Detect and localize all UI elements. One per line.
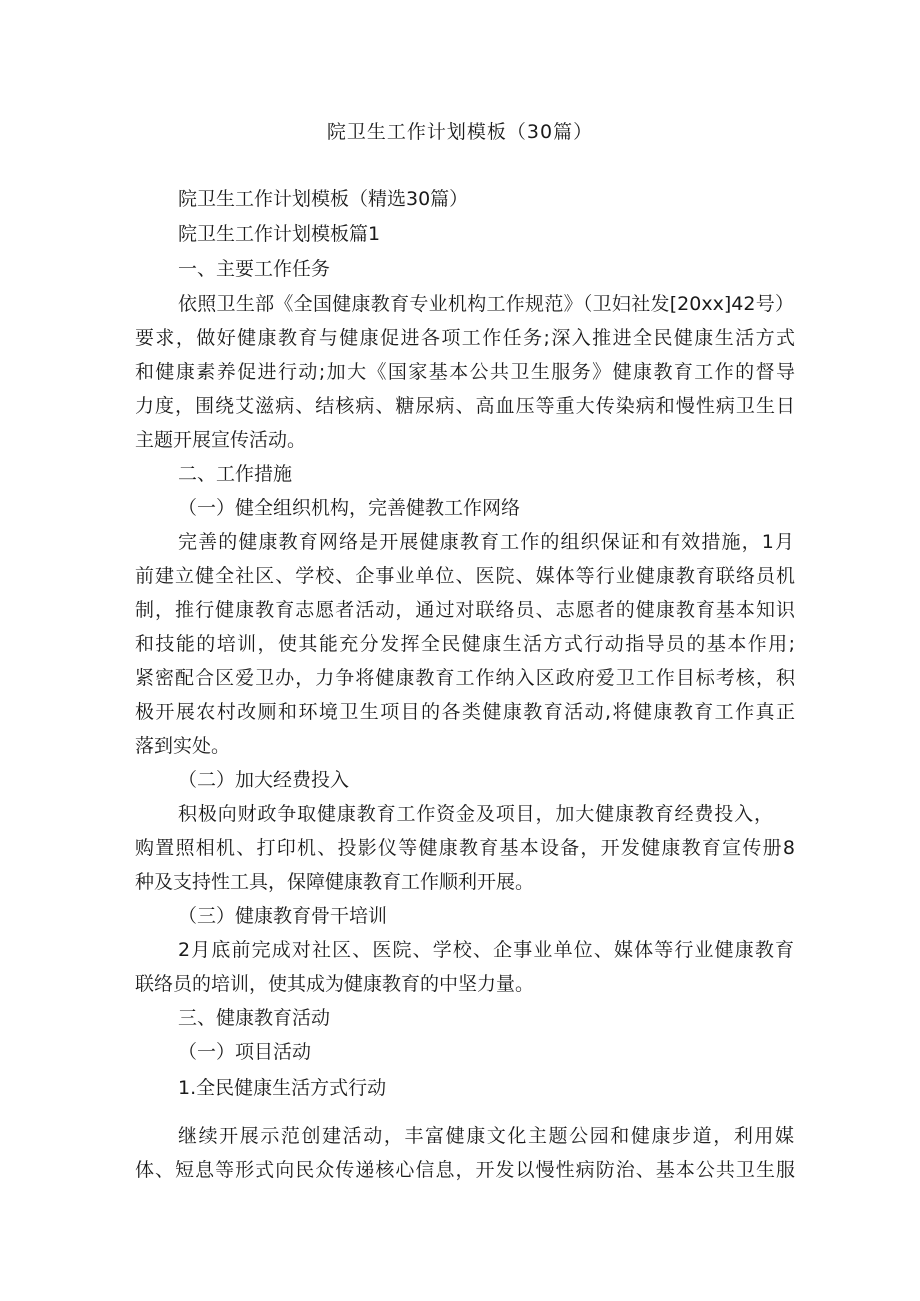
paragraph-line: 继续开展示范创建活动，丰富健康文化主题公园和健康步道，利用媒 (178, 1125, 794, 1147)
paragraph-line: 积极向财政争取健康教育工作资金及项目，加大健康教育经费投入， (178, 803, 773, 825)
paragraph-line: 制，推行健康教育志愿者活动，通过对联络员、志愿者的健康教育基本知识 (135, 599, 795, 621)
section-heading: 院卫生工作计划模板篇1 (178, 223, 381, 245)
paragraph-line: 和健康素养促进行动;加大《国家基本公共卫生服务》健康教育工作的督导 (135, 361, 795, 383)
paragraph-line: 极开展农村改厕和环境卫生项目的各类健康教育活动,将健康教育工作真正 (135, 701, 795, 723)
paragraph-line: 体、短息等形式向民众传递核心信息，开发以慢性病防治、基本公共卫生服 (135, 1159, 795, 1181)
paragraph-line: 购置照相机、打印机、投影仪等健康教育基本设备，开发健康教育宣传册8 (135, 837, 795, 859)
document-title: 院卫生工作计划模板（30篇） (326, 121, 594, 143)
item-heading: 1.全民健康生活方式行动 (178, 1077, 387, 1099)
subsection-heading: （一）项目活动 (178, 1041, 312, 1063)
paragraph-line: 种及支持性工具，保障健康教育工作顺利开展。 (135, 871, 535, 893)
paragraph-line: 力度，围绕艾滋病、结核病、糖尿病、高血压等重大传染病和慢性病卫生日 (135, 395, 795, 417)
section-heading: 二、工作措施 (178, 463, 293, 485)
paragraph-line: 完善的健康教育网络是开展健康教育工作的组织保证和有效措施，1月 (178, 531, 794, 553)
section-heading: 一、主要工作任务 (178, 258, 331, 280)
subsection-heading: （二）加大经费投入 (178, 769, 350, 791)
paragraph-line: 和技能的培训，使其能充分发挥全民健康生活方式行动指导员的基本作用; (135, 633, 795, 655)
subsection-heading: （一）健全组织机构，完善健教工作网络 (178, 497, 521, 519)
paragraph-line: 2月底前完成对社区、医院、学校、企事业单位、媒体等行业健康教育 (178, 939, 794, 961)
subtitle-line: 院卫生工作计划模板（精选30篇） (178, 188, 469, 210)
paragraph-line: 落到实处。 (135, 735, 231, 757)
paragraph-line: 前建立健全社区、学校、企事业单位、医院、媒体等行业健康教育联络员机 (135, 565, 795, 587)
paragraph-line: 联络员的培训，使其成为健康教育的中坚力量。 (135, 973, 535, 995)
paragraph-line: 紧密配合区爱卫办，力争将健康教育工作纳入区政府爱卫工作目标考核，积 (135, 667, 795, 689)
section-heading: 三、健康教育活动 (178, 1007, 331, 1029)
subsection-heading: （三）健康教育骨干培训 (178, 905, 388, 927)
paragraph-line: 依照卫生部《全国健康教育专业机构工作规范》（卫妇社发[20xx]42号） (178, 293, 794, 315)
paragraph-line: 要求，做好健康教育与健康促进各项工作任务;深入推进全民健康生活方式 (135, 327, 795, 349)
paragraph-line: 主题开展宣传活动。 (135, 429, 307, 451)
